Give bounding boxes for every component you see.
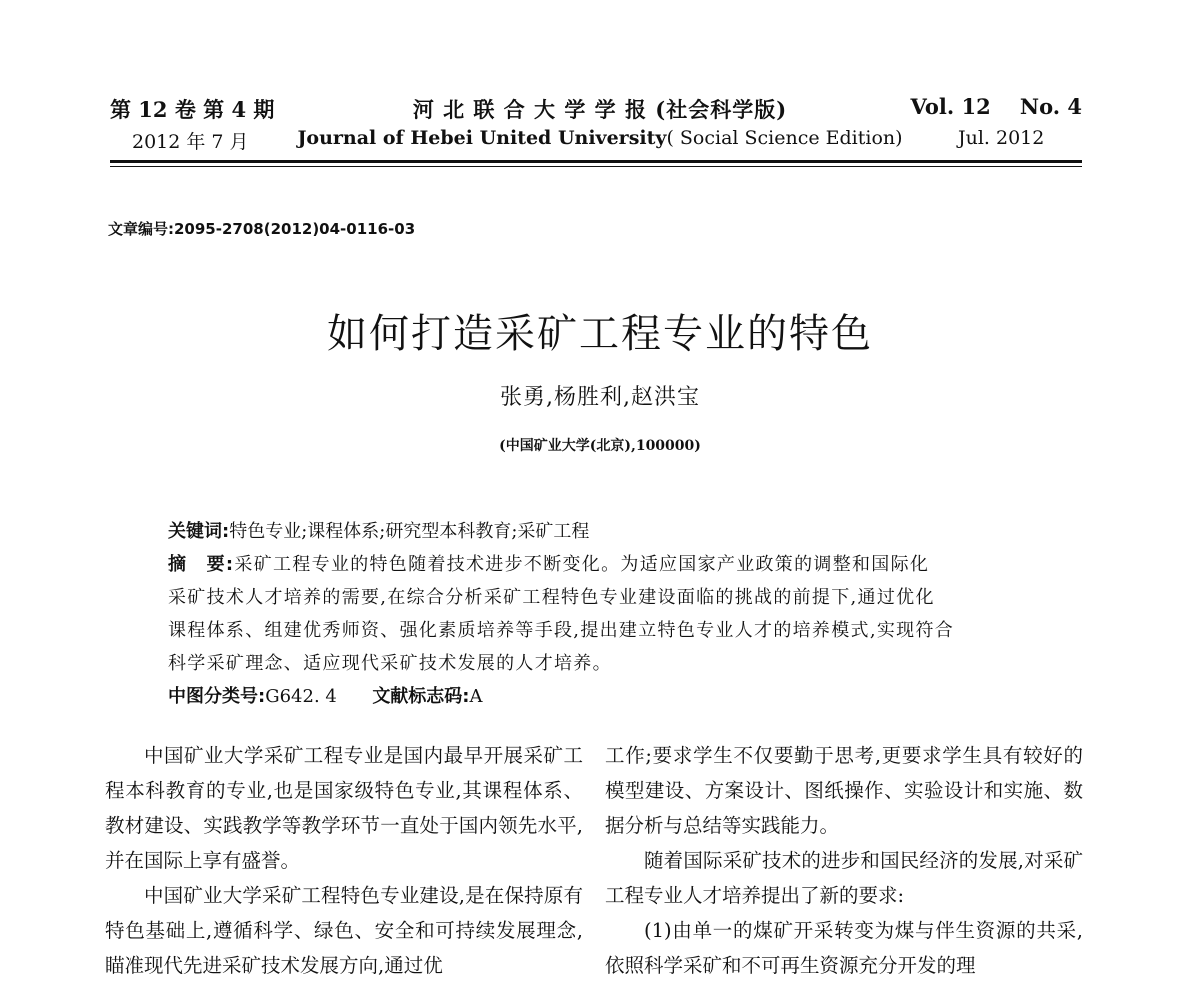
journal-name-en-edition: ( Social Science Edition) (666, 127, 903, 149)
page-title: 如何打造采矿工程专业的特色 (327, 311, 873, 357)
body-paragraph: 随着国际采矿技术的进步和国民经济的发展,对采矿工程专业人才培养提出了新的要求: (605, 849, 1083, 907)
clc-label: 中图分类号: (168, 686, 266, 707)
body-column-right (605, 738, 1083, 983)
abstract-label: 摘 要: (168, 554, 235, 575)
keywords-label: 关键词: (168, 521, 230, 542)
affiliation: (中国矿业大学(北京),100000) (499, 438, 701, 454)
classification (168, 682, 483, 708)
header-rule-thin (110, 166, 1082, 167)
journal-date-en: Jul. 2012 (958, 127, 1045, 149)
doc-code-value: A (469, 686, 483, 707)
body-paragraph: 中国矿业大学采矿工程专业是国内最早开展采矿工程本科教育的专业,也是国家级特色专业,其课程体系、教材建设、实践教学等教学环节一直处于国内领先水平,并在国际上享有盛誉。 (105, 744, 583, 872)
journal-volume-issue: 第 12 卷 第 4 期 (110, 97, 275, 122)
body-paragraph: (1)由单一的煤矿开采转变为煤与伴生资源的共采,依照科学采矿和不可再生资源充分开发的理 (605, 919, 1083, 977)
authors: 张勇,杨胜利,赵洪宝 (500, 385, 700, 410)
keywords (168, 517, 589, 543)
journal-name-en-main: Journal of Hebei United University (297, 127, 667, 149)
abstract-line-3: 课程体系、组建优秀师资、强化素质培养等手段,提出建立特色专业人才的培养模式,实现符合 (168, 620, 955, 641)
journal-name-cn: 河 北 联 合 大 学 学 报 (社会科学版) (412, 97, 788, 122)
body-paragraph: 工作;要求学生不仅要勤于思考,更要求学生具有较好的模型建设、方案设计、图纸操作、实验设计和实施、数据分析与总结等实践能力。 (605, 744, 1083, 837)
article-number: 文章编号:2095-2708(2012)04-0116-03 (108, 220, 416, 238)
abstract-line-4: 科学采矿理念、适应现代采矿技术发展的人才培养。 (168, 653, 612, 674)
journal-date-cn: 2012 年 7 月 (132, 131, 249, 153)
clc-value: G642. 4 (265, 686, 337, 707)
journal-volume-en: Vol. 12 No. 4 (910, 94, 1082, 119)
abstract-line-2: 采矿技术人才培养的需要,在综合分析采矿工程特色专业建设面临的挑战的前提下,通过优化 (168, 587, 935, 608)
body-paragraph: 中国矿业大学采矿工程特色专业建设,是在保持原有特色基础上,遵循科学、绿色、安全和可持续发展理念,瞄准现代先进采矿技术发展方向,通过优 (105, 884, 583, 977)
abstract-line-1: 摘 要:采矿工程专业的特色随着技术进步不断变化。为适应国家产业政策的调整和国际化 (168, 554, 930, 575)
header-rule-thick (110, 160, 1082, 163)
body-column-left (105, 738, 583, 983)
doc-code-label: 文献标志码: (372, 686, 470, 707)
keywords-text: 特色专业;课程体系;研究型本科教育;采矿工程 (229, 521, 590, 542)
